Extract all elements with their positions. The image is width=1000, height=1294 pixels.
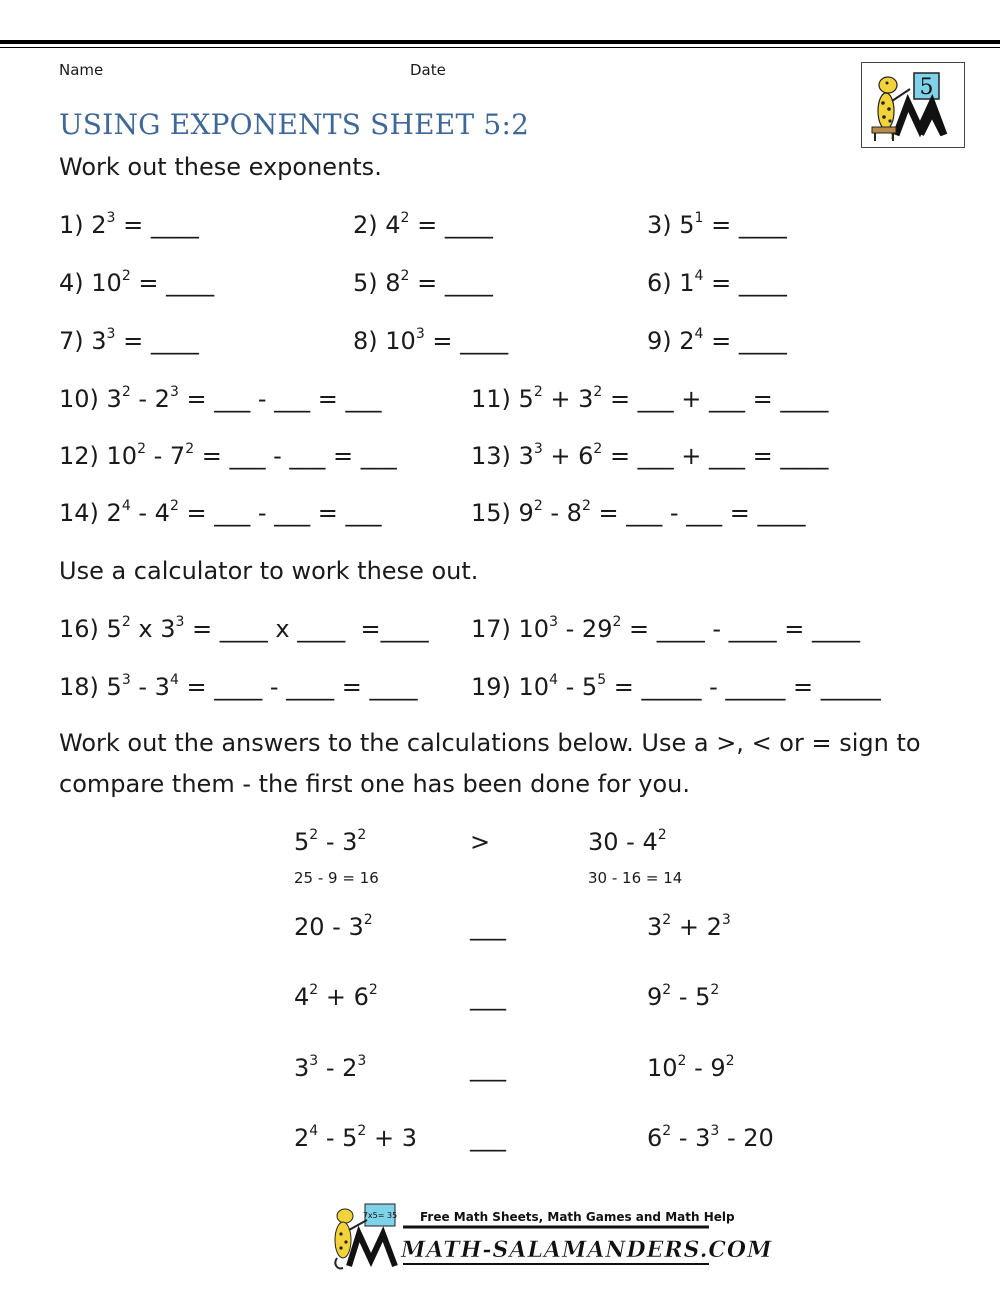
question-1: 1) $2^3$ = ____ [59,210,199,239]
salamander-grade-icon [862,63,964,147]
top-rule-thick [0,40,1000,44]
footer-site: MATH-SALAMANDERS.COM [401,1237,773,1263]
instruction-part1: Work out these exponents. [59,153,382,181]
compare-row-3-blank[interactable]: ___ [470,1054,506,1082]
question-2: 2) $4^2$ = ____ [353,210,493,239]
question-7: 7) $3^3$ = ____ [59,326,199,355]
instruction-part2: Use a calculator to work these out. [59,557,479,585]
compare-row-4-blank[interactable]: ___ [470,1124,506,1152]
compare-row-3-left: $3^3 - 2^3$ [294,1053,367,1082]
compare-row-4-right: $6^2 - 3^3 - 20$ [647,1123,774,1152]
question-15: 15) $9^2 - 8^2$ = ___ - ___ = ____ [471,498,806,527]
question-18: 18) $5^3 - 3^4$ = ____ - ____ = ____ [59,672,418,701]
question-10: 10) $3^2 - 2^3$ = ___ - ___ = ___ [59,384,382,413]
question-13: 13) $3^3 + 6^2$ = ___ + ___ = ____ [471,441,829,470]
question-3: 3) $5^1$ = ____ [647,210,787,239]
question-8: 8) $10^3$ = ____ [353,326,509,355]
page-title: USING EXPONENTS SHEET 5:2 [59,108,530,141]
question-14: 14) $2^4 - 4^2$ = ___ - ___ = ___ [59,498,382,527]
compare-row-2-blank[interactable]: ___ [470,983,506,1011]
footer-tagline: Free Math Sheets, Math Games and Math Help [420,1210,735,1224]
top-rule-thin [0,47,1000,48]
footer-salamander-icon [323,1200,773,1274]
compare-row-3-right: $10^2 - 9^2$ [647,1053,735,1082]
compare-row-2-right: $9^2 - 5^2$ [647,982,720,1011]
grade-number: 5 [919,75,934,100]
grade-logo [861,62,965,148]
compare-example-left-working: 25 - 9 = 16 [294,869,379,887]
compare-example-sign: > [470,828,491,856]
footer-badge: 7x5= 35 [362,1211,398,1220]
instruction-part3-line2: compare them - the first one has been done for you. [59,770,690,798]
name-label: Name [59,61,104,79]
question-6: 6) $1^4$ = ____ [647,268,787,297]
compare-row-2-left: $4^2 + 6^2$ [294,982,378,1011]
question-17: 17) $10^3 - 29^2$ = ____ - ____ = ____ [471,614,861,643]
compare-row-1-left: $20 - 3^2$ [294,912,373,941]
compare-row-1-right: $3^2 + 2^3$ [647,912,731,941]
compare-example-left: $5^2 - 3^2$ [294,827,367,856]
question-11: 11) $5^2 + 3^2$ = ___ + ___ = ____ [471,384,829,413]
question-9: 9) $2^4$ = ____ [647,326,787,355]
footer-logo[interactable] [323,1200,773,1274]
instruction-part3-line1: Work out the answers to the calculations below. Use a >, < or = sign to [59,729,921,757]
question-4: 4) $10^2$ = ____ [59,268,215,297]
compare-example-right-working: 30 - 16 = 14 [588,869,683,887]
question-12: 12) $10^2 - 7^2$ = ___ - ___ = ___ [59,441,397,470]
compare-row-4-left: $2^4 - 5^2 + 3$ [294,1123,417,1152]
question-16: 16) $5^2$ x $3^3$ = ____ x ____ =____ [59,614,429,643]
question-19: 19) $10^4 - 5^5$ = _____ - _____ = _____ [471,672,881,701]
compare-row-1-blank[interactable]: ___ [470,913,506,941]
date-label: Date [410,61,446,79]
question-5: 5) $8^2$ = ____ [353,268,493,297]
compare-example-right: $30 - 4^2$ [588,827,667,856]
